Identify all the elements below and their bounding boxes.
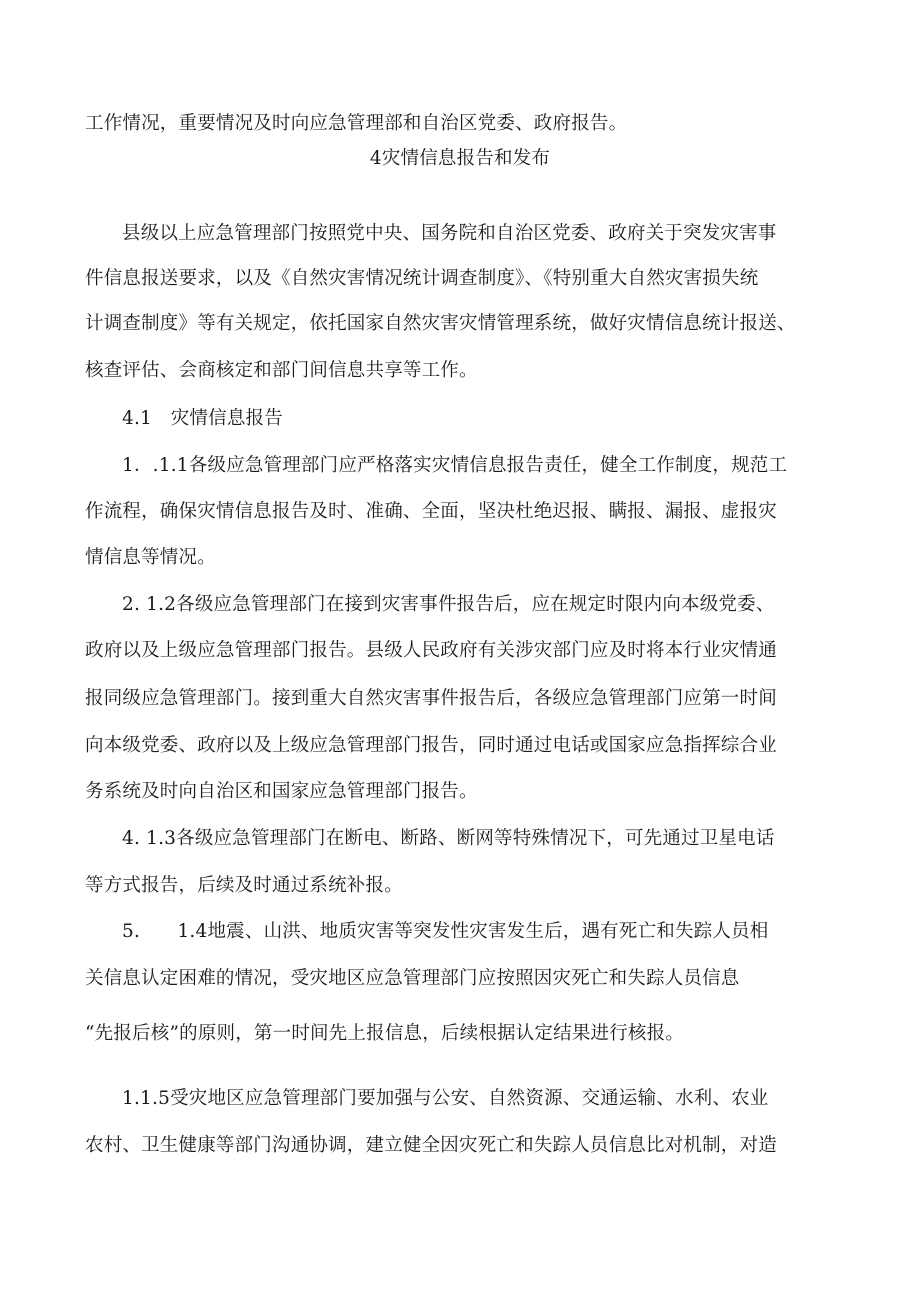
text-line: 1．.1.1各级应急管理部门应严格落实灾情信息报告责任，健全工作制度，规范工 — [122, 455, 788, 476]
text-line: 等方式报告，后续及时通过系统补报。 — [85, 875, 403, 896]
text-line: 工作情况，重要情况及时向应急管理部和自治区党委、政府报告。 — [85, 113, 628, 134]
text-line: 政府以及上级应急管理部门报告。县级人民政府有关涉灾部门应及时将本行业灾情通 — [85, 640, 777, 661]
text-line: 情信息等情况。 — [85, 547, 216, 568]
text-line: 向本级党委、政府以及上级应急管理部门报告，同时通过电话或国家应急指挥综合业 — [85, 735, 777, 756]
section-heading: 4灾情信息报告和发布 — [369, 148, 551, 169]
text-line: 件信息报送要求，以及《自然灾害情况统计调查制度》、《特别重大自然灾害损失统 — [85, 268, 759, 289]
text-line: 5. 1.4地震、山洪、地质灾害等突发性灾害发生后，遇有死亡和失踪人员相 — [122, 921, 769, 942]
text-line: 核查评估、会商核定和部门间信息共享等工作。 — [85, 360, 478, 381]
subsection-heading: 4.1 灾情信息报告 — [122, 408, 283, 429]
text-line: 务系统及时向自治区和国家应急管理部门报告。 — [85, 781, 478, 802]
text-line: 报同级应急管理部门。接到重大自然灾害事件报告后，各级应急管理部门应第一时间 — [85, 688, 777, 709]
text-line: “先报后核”的原则，第一时间先上报信息，后续根据认定结果进行核报。 — [85, 1023, 685, 1044]
text-line: 1.1.5受灾地区应急管理部门要加强与公安、自然资源、交通运输、水利、农业 — [122, 1088, 769, 1109]
text-line: 计调查制度》等有关规定，依托国家自然灾害灾情管理系统，做好灾情信息统计报送、 — [85, 313, 796, 334]
text-line: 农村、卫生健康等部门沟通协调，建立健全因灾死亡和失踪人员信息比对机制，对造 — [85, 1135, 777, 1156]
text-line: 县级以上应急管理部门按照党中央、国务院和自治区党委、政府关于突发灾害事 — [122, 223, 777, 244]
text-line: 关信息认定困难的情况，受灾地区应急管理部门应按照因灾死亡和失踪人员信息 — [85, 968, 740, 989]
text-line: 作流程，确保灾情信息报告及时、准确、全面，坚决杜绝迟报、瞒报、漏报、虚报灾 — [85, 501, 777, 522]
text-line: 4. 1.3各级应急管理部门在断电、断路、断网等特殊情况下，可先通过卫星电话 — [122, 828, 775, 849]
text-line: 2. 1.2各级应急管理部门在接到灾害事件报告后，应在规定时限内向本级党委、 — [122, 594, 775, 615]
